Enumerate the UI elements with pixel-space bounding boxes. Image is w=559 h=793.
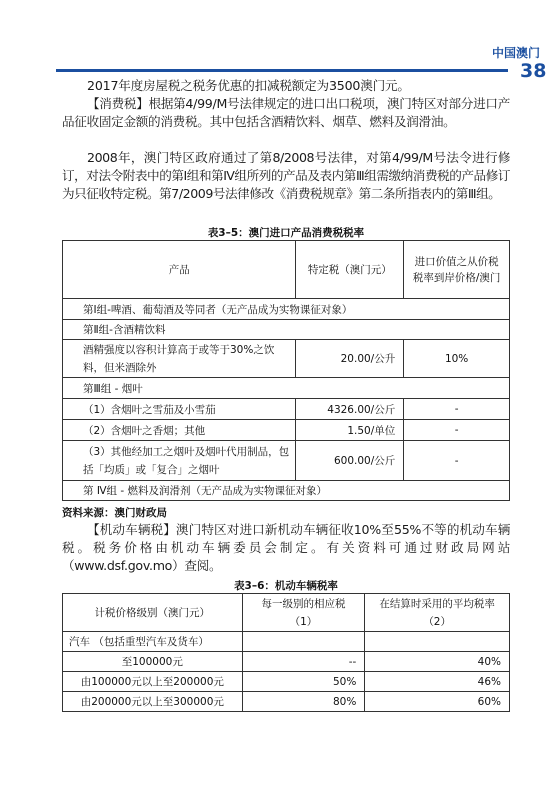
group1-label: 第Ⅰ组-啤酒、葡萄酒及等同者（无产品成为实物课征对象） bbox=[63, 299, 510, 320]
paragraph-house-tax: 2017年度房屋税之税务优惠的扣减税额定为3500澳门元。 bbox=[87, 78, 410, 93]
level-cell: 由100000元以上至200000元 bbox=[63, 672, 243, 692]
header-rate2 bbox=[365, 594, 510, 632]
table-row bbox=[63, 672, 510, 692]
tobacco-ad-valorem: - bbox=[404, 420, 510, 441]
group4-label: 第 Ⅳ组 - 燃料及润滑剂（无产品成为实物课征对象） bbox=[63, 481, 510, 501]
paragraph-law-amendment: 2008年，澳门特区政府通过了第8/2008号法律，对第4/99/M号法令进行修订，对法令附表中的第Ⅰ组和第Ⅳ组所列的产品及表内第Ⅲ组需缴纳消费税的产品修订为只征收特定税。第7/2009号法律修改《消费税规章》第二条所指表内的第Ⅲ组。 bbox=[62, 150, 510, 201]
source-note: 资料来源：澳门财政局 bbox=[62, 507, 167, 519]
header-rate2-label: 在结算时采用的平均税率 bbox=[379, 597, 495, 610]
table1-caption: 表3–5：澳门进口产品消费税税率 bbox=[207, 227, 365, 239]
header-divider bbox=[56, 69, 508, 72]
rate1-cell: 50% bbox=[242, 672, 365, 692]
table-row bbox=[63, 399, 510, 420]
tobacco-specific: 1.50/单位 bbox=[296, 420, 404, 441]
table-row bbox=[63, 340, 510, 378]
level-cell: 由200000元以上至300000元 bbox=[63, 692, 243, 712]
table-row-group3 bbox=[63, 378, 510, 399]
table-row bbox=[63, 420, 510, 441]
header-ad-valorem bbox=[404, 241, 510, 299]
group3-label: 第Ⅲ组 - 烟叶 bbox=[63, 378, 510, 399]
table-row-category bbox=[63, 632, 510, 652]
tobacco-product: （1）含烟叶之雪茄及小雪茄 bbox=[63, 399, 296, 420]
rate2-cell: 60% bbox=[365, 692, 510, 712]
vehicle-tax-table bbox=[62, 593, 510, 712]
table-header-row bbox=[63, 594, 510, 632]
table-row-group4 bbox=[63, 481, 510, 501]
header-specific-tax: 特定税（澳门元） bbox=[296, 241, 404, 299]
tobacco-product: （3）其他经加工之烟叶及烟叶代用制品，包括「均质」或「复合」之烟叶 bbox=[63, 441, 296, 481]
header-product: 产品 bbox=[63, 241, 296, 299]
table-header-row bbox=[63, 241, 510, 299]
table-row bbox=[63, 652, 510, 672]
header-rate2-num: （2） bbox=[423, 615, 451, 628]
tobacco-specific: 4326.00/公斤 bbox=[296, 399, 404, 420]
group2-label: 第Ⅱ组-含酒精饮料 bbox=[63, 320, 510, 340]
page-number: 38 bbox=[520, 60, 547, 82]
category-label: 汽车 （包括重型汽车及货车） bbox=[63, 632, 243, 652]
section-title: 中国澳门 bbox=[492, 46, 541, 60]
level-cell: 至100000元 bbox=[63, 652, 243, 672]
header-ad-valorem-text: 进口价值之从价税税率到岸价格/澳门 bbox=[412, 255, 501, 284]
paragraph-vehicle-tax: 【机动车辆税】澳门特区对进口新机动车辆征收10%至55%不等的机动车辆税。税务价格由机动车辆委员会制定。有关资料可通过财政局网站（www.dsf.gov.mo）查阅。 bbox=[62, 522, 510, 573]
alcohol-specific: 20.00/公升 bbox=[296, 340, 404, 378]
table-row bbox=[63, 692, 510, 712]
table-row bbox=[63, 441, 510, 481]
table-row-group1 bbox=[63, 299, 510, 320]
header-level: 计税价格级别（澳门元） bbox=[63, 594, 243, 632]
header-rate1-num: （1） bbox=[289, 615, 318, 628]
rate2-cell: 40% bbox=[365, 652, 510, 672]
tobacco-ad-valorem: - bbox=[404, 441, 510, 481]
tobacco-specific: 600.00/公斤 bbox=[296, 441, 404, 481]
alcohol-ad-valorem: 10% bbox=[404, 340, 510, 378]
header-rate1-label: 每一级别的相应税 bbox=[261, 597, 346, 610]
rate2-cell: 46% bbox=[365, 672, 510, 692]
alcohol-product: 酒精强度以容积计算高于或等于30%之饮料，但米酒除外 bbox=[63, 340, 296, 378]
table2-caption: 表3–6：机动车辆税率 bbox=[234, 580, 338, 592]
table-row-group2 bbox=[63, 320, 510, 340]
tobacco-product: （2）含烟叶之香烟；其他 bbox=[63, 420, 296, 441]
paragraph-consumption-tax: 【消费税】根据第4/99/M号法律规定的进口出口税项，澳门特区对部分进口产品征收固定金额的消费税。其中包括含酒精饮料、烟草、燃料及润滑油。 bbox=[62, 96, 510, 129]
rate1-cell: 80% bbox=[242, 692, 365, 712]
tobacco-ad-valorem: - bbox=[404, 399, 510, 420]
consumption-tax-table bbox=[62, 240, 510, 501]
rate1-cell: -- bbox=[242, 652, 365, 672]
header-rate1 bbox=[242, 594, 365, 632]
